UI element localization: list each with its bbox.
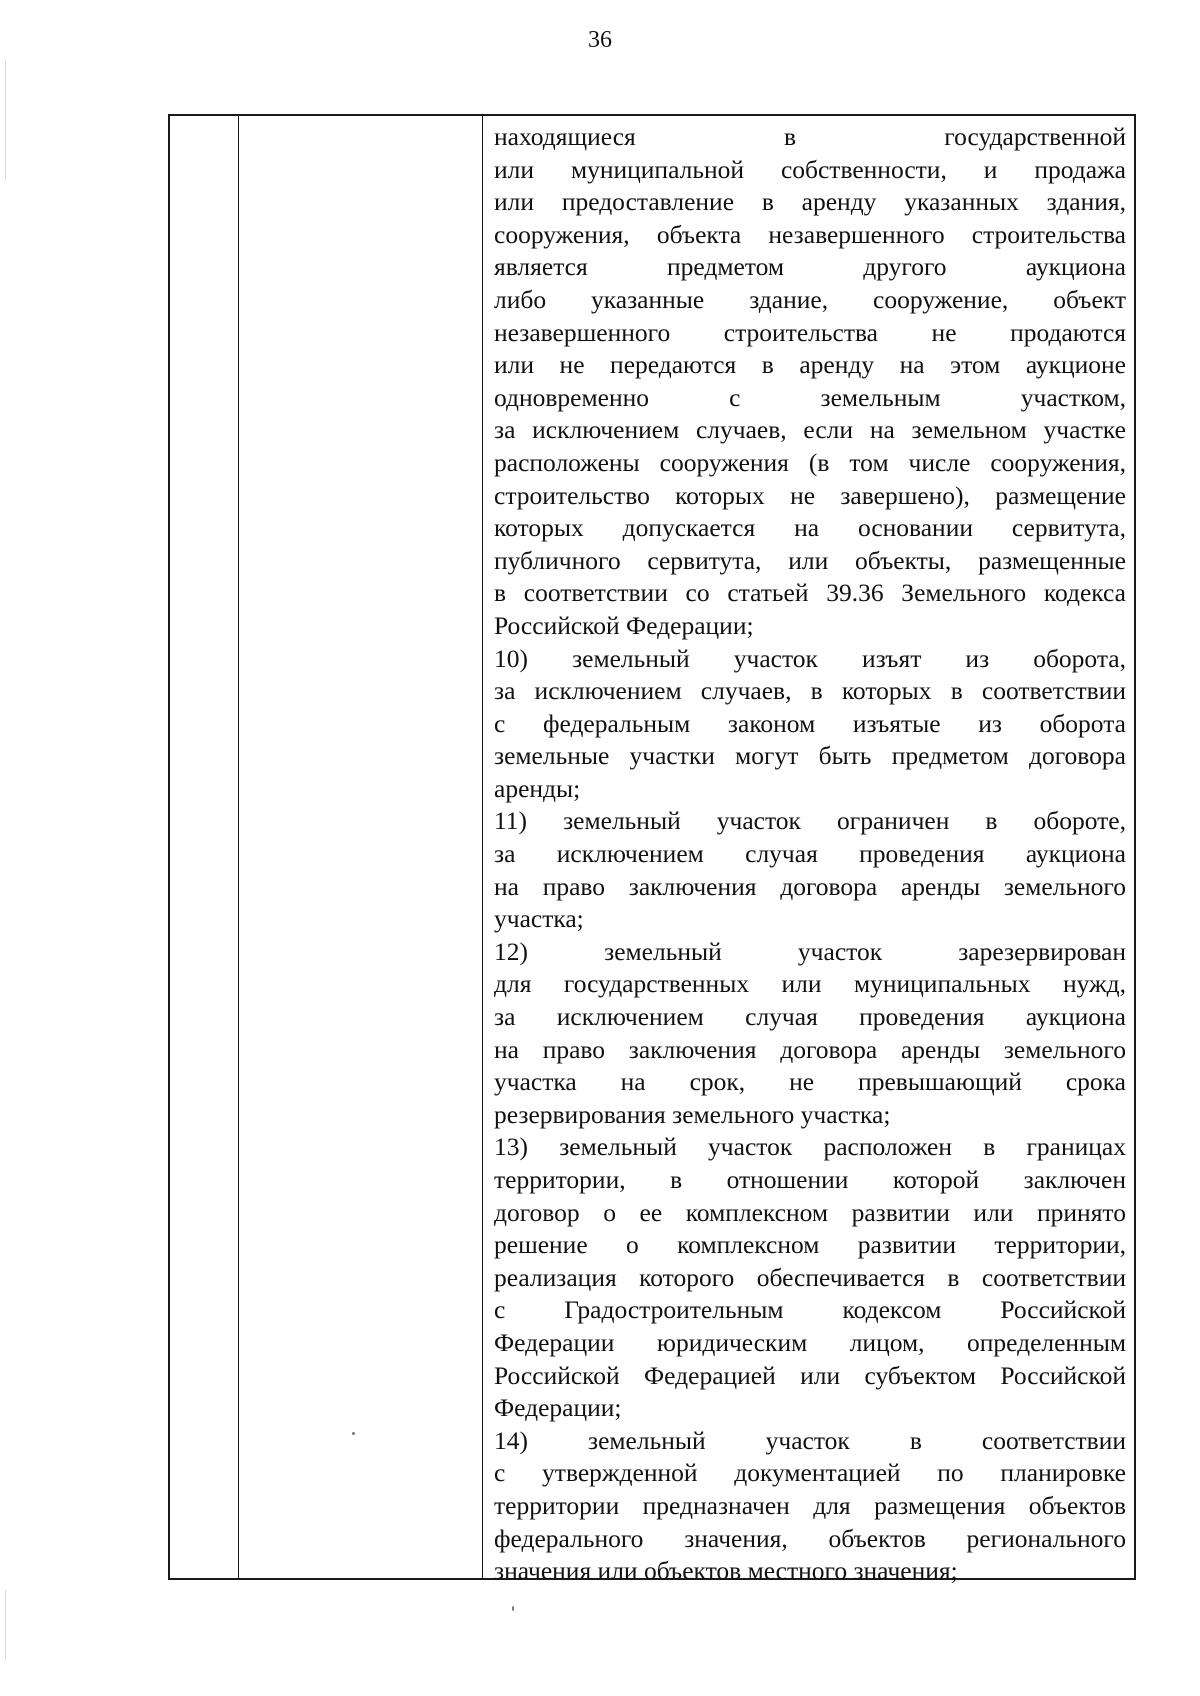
text-line: земельные участки могут быть предметом договора bbox=[494, 741, 1126, 771]
text-line: Российской Федерации; bbox=[494, 610, 754, 640]
text-line: с федеральным законом изъятые из оборота bbox=[494, 708, 1126, 738]
scan-speck bbox=[512, 1606, 514, 1611]
text-line: за исключением случая проведения аукциона bbox=[494, 839, 1126, 869]
text-line: Федерации; bbox=[494, 1393, 622, 1423]
text-line: одновременно с земельным участком, bbox=[494, 382, 1126, 412]
text-line: 14) земельный участок в соответствии bbox=[494, 1425, 1126, 1455]
text-line: на право заключения договора аренды земельного bbox=[494, 871, 1126, 901]
text-line: незавершенного строительства не продаются bbox=[494, 317, 1126, 347]
text-line: на право заключения договора аренды земельного bbox=[494, 1034, 1126, 1064]
text-line: участка на срок, не превышающий срока bbox=[494, 1067, 1126, 1097]
text-line: 12) земельный участок зарезервирован bbox=[494, 936, 1126, 966]
text-line: 10) земельный участок изъят из оборота, bbox=[494, 643, 1126, 673]
text-line: для государственных или муниципальных нужд, bbox=[494, 969, 1126, 999]
text-line: или предоставление в аренду указанных здания, bbox=[494, 187, 1126, 217]
text-line: значения или объектов местного значения; bbox=[494, 1556, 958, 1586]
text-line: или муниципальной собственности, и продажа bbox=[494, 154, 1126, 184]
text-line: расположены сооружения (в том числе сооружения, bbox=[494, 447, 1126, 477]
text-line: аренды; bbox=[494, 773, 581, 803]
text-line: или не передаются в аренду на этом аукционе bbox=[494, 350, 1126, 380]
text-line: строительство которых не завершено), размещение bbox=[494, 480, 1126, 510]
scan-margin-mark bbox=[5, 60, 6, 180]
text-line: Российской Федерацией или субъектом Российской bbox=[494, 1360, 1126, 1390]
table-cell-text bbox=[494, 121, 1126, 1588]
text-line: с утвержденной документацией по планировке bbox=[494, 1458, 1126, 1488]
text-line: территории предназначен для размещения объектов bbox=[494, 1490, 1126, 1520]
text-line: которых допускается на основании сервитута, bbox=[494, 513, 1126, 543]
table-column-divider bbox=[482, 116, 483, 1578]
text-line: договор о ее комплексном развитии или принято bbox=[494, 1197, 1126, 1227]
text-line: является предметом другого аукциона bbox=[494, 252, 1126, 282]
text-line: за исключением случая проведения аукциона bbox=[494, 1002, 1126, 1032]
text-line: 13) земельный участок расположен в границах bbox=[494, 1132, 1126, 1162]
text-line: территории, в отношении которой заключен bbox=[494, 1165, 1126, 1194]
text-line: за исключением случаев, если на земельном участке bbox=[494, 415, 1126, 445]
table-column-divider bbox=[238, 116, 239, 1578]
text-line: за исключением случаев, в которых в соответствии bbox=[494, 676, 1126, 706]
scan-speck bbox=[352, 1432, 355, 1435]
text-line: 11) земельный участок ограничен в обороте, bbox=[494, 806, 1126, 836]
text-line: резервирования земельного участка; bbox=[494, 1099, 891, 1129]
text-line: либо указанные здание, сооружение, объект bbox=[494, 284, 1126, 314]
text-line: публичного сервитута, или объекты, размещенные bbox=[494, 545, 1126, 575]
text-line: в соответствии со статьей 39.36 Земельного кодекса bbox=[494, 578, 1126, 608]
document-table bbox=[168, 114, 1136, 1586]
text-line: федерального значения, объектов регионального bbox=[494, 1523, 1126, 1553]
text-line: решение о комплексном развитии территории, bbox=[494, 1230, 1126, 1260]
text-line: с Градостроительным кодексом Российской bbox=[494, 1295, 1126, 1325]
scan-margin-mark bbox=[5, 1590, 6, 1660]
text-line: находящиеся в государственной bbox=[494, 122, 1126, 151]
text-line: участка; bbox=[494, 904, 584, 934]
text-line: реализация которого обеспечивается в соответствии bbox=[494, 1262, 1126, 1292]
page-number: 36 bbox=[588, 27, 612, 53]
text-line: Федерации юридическим лицом, определенным bbox=[494, 1327, 1126, 1357]
text-line: сооружения, объекта незавершенного строительства bbox=[494, 219, 1126, 249]
